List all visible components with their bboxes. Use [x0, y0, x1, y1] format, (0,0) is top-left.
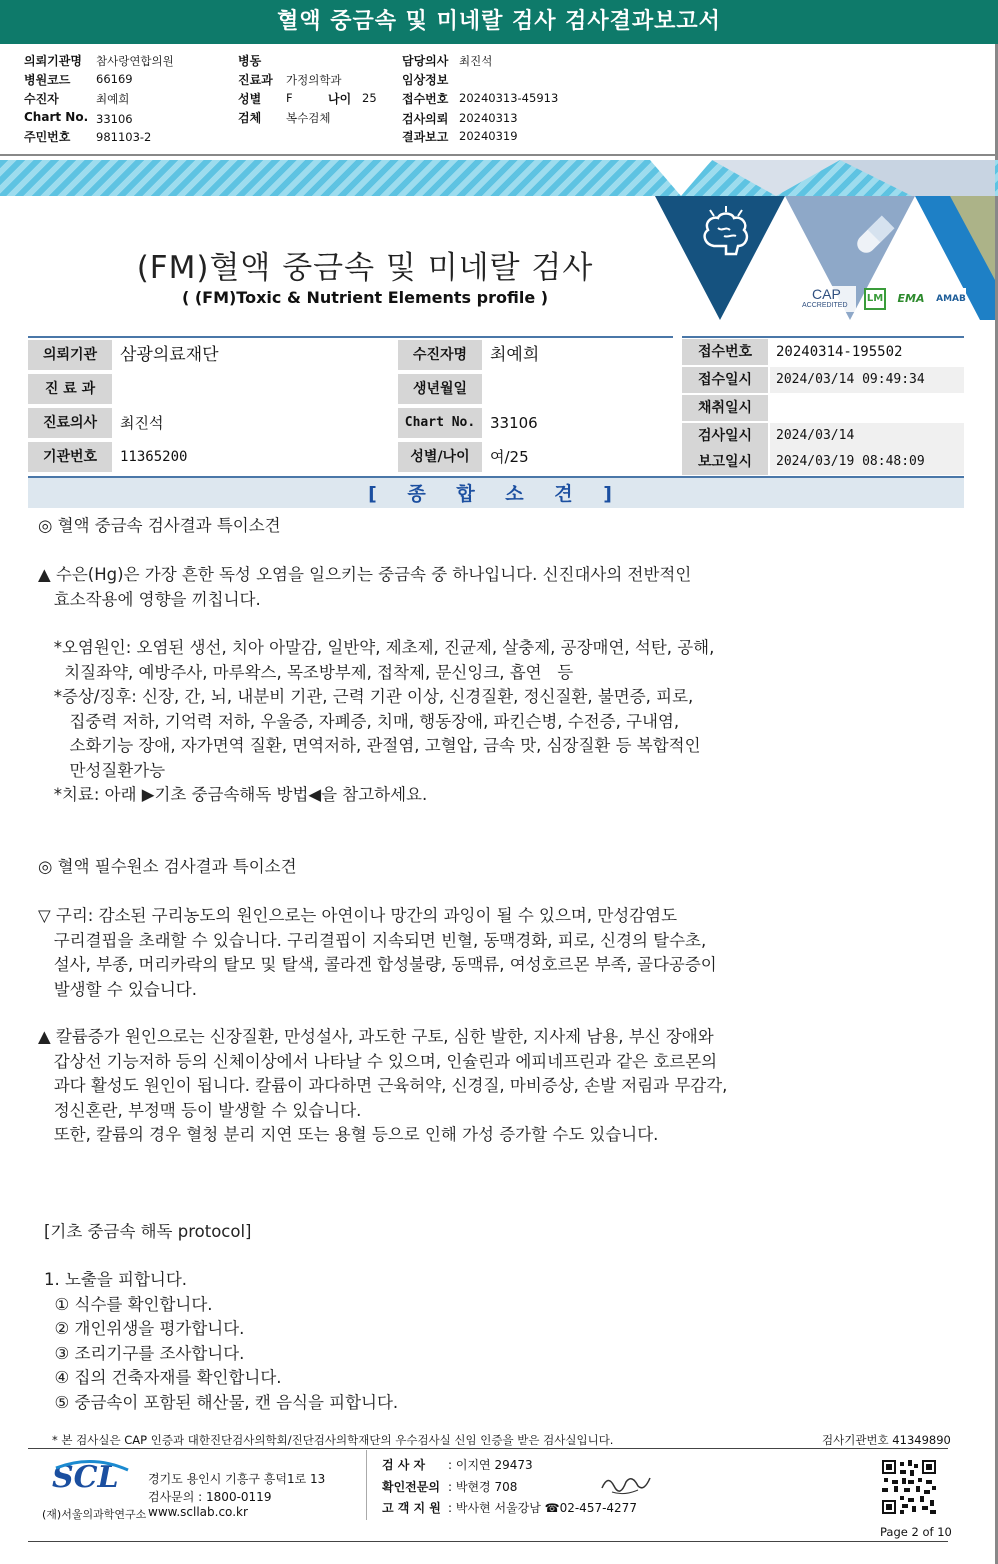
specialist-signature	[598, 1470, 654, 1496]
test-subtitle: ( (FM)Toxic & Nutrient Elements profile )	[181, 288, 549, 307]
label-doctor: 담당의사	[402, 54, 449, 68]
qr-code-icon	[880, 1458, 938, 1516]
label-institution: 의뢰기관	[28, 340, 112, 370]
label-receipt-time: 접수일시	[682, 367, 768, 393]
value-sex-age: 여/25	[490, 448, 529, 466]
label-sex: 성별	[238, 92, 262, 106]
value-receipt-time: 2024/03/14 09:49:34	[770, 367, 964, 393]
mercury-details: *오염원인: 오염된 생선, 치아 아말감, 일반약, 제초제, 진균제, 살충제, 공장매연, 석탄, 공해, 치질좌약, 예방주사, 마루왁스, 목조방부제, 접착제, 문신잉크, 흡연 등 *증상/징후: 신장, 간, 뇌, 내분비 기관, 근력 기관 이상, 신경질환, 정신질환, 불면증, 피로, 집중력 저하, 기억력 저하, 우울증, 자폐증, 치매, 행동장애, 파킨슨병, 수전증, 구내염, 소화기능 장애, 자가면역 질환, 면역저하, 관절염, 고혈압, 금속 맛, 심장질환 등 복합적인 만성질환가능 *치료: 아래 ▶기초 중금속해독 방법◀을 참고하세요.	[53, 638, 715, 804]
summary-heading: [ 종 합 소 견 ]	[28, 476, 964, 508]
label-request-date: 검사의뢰	[402, 112, 449, 126]
specialist-value: : 박현경 708	[448, 1480, 518, 1494]
value-physician: 최진석	[120, 414, 164, 432]
ema-logo: EMA	[890, 288, 932, 310]
specialist-label: 확인전문의	[382, 1480, 440, 1494]
footer-website[interactable]: www.scllab.co.kr	[148, 1505, 248, 1519]
value-institution-no: 11365200	[120, 449, 188, 465]
scl-logo-swoosh	[52, 1458, 132, 1498]
label-institution-no: 기관번호	[28, 442, 112, 472]
label-receipt-number: 접수번호	[682, 339, 768, 365]
label-collection-time: 채취일시	[682, 395, 768, 421]
protocol-steps: 1. 노출을 피합니다. ① 식수를 확인합니다. ② 개인위생을 평가합니다. ③ 조리기구를 조사합니다. ④ 집의 건축자재를 확인합니다. ⑤ 중금속이 포함된 해산물, 캔 음식을 피합니다.	[44, 1270, 399, 1412]
value-chart-no: 33106	[96, 112, 133, 126]
value-test-time: 2024/03/14	[770, 423, 964, 449]
value-sex: F	[286, 91, 293, 105]
label-resident-no: 주민번호	[24, 130, 71, 144]
label-hospital-code: 병원코드	[24, 73, 71, 87]
value-patient: 최예희	[96, 92, 130, 106]
label-birthdate: 생년월일	[398, 374, 482, 404]
mercury-paragraph: ▲ 수은(Hg)은 가장 흔한 독성 오염을 일으키는 중금속 중 하나입니다. 신진대사의 전반적인 효소작용에 영향을 끼칩니다.	[38, 565, 692, 609]
protocol-heading: [기초 중금속 해독 protocol]	[44, 1222, 252, 1241]
value-age: 25	[362, 91, 377, 105]
essential-element-section-heading: ◎ 혈액 필수원소 검사결과 특이소견	[38, 857, 297, 876]
label-department: 진료과	[238, 73, 273, 87]
label-requesting-institution: 의뢰기관명	[24, 54, 82, 68]
value-department-row	[114, 374, 396, 404]
cap-accredited-logo	[800, 286, 856, 312]
label-test-time: 검사일시	[682, 423, 768, 449]
footer-accreditation-note: * 본 검사실은 CAP 인증과 대한진단검사의학회/진단검사의학재단의 우수검사실 신임 인증을 받은 검사실입니다.	[52, 1433, 614, 1447]
value-receipt-number: 20240314-195502	[776, 344, 903, 360]
support-label: 고 객 지 원	[382, 1501, 441, 1515]
scl-logo: SCL	[52, 1460, 119, 1495]
value-chart-number: 33106	[490, 414, 538, 432]
label-report-time: 보고일시	[682, 449, 768, 475]
footer-bottom-divider	[28, 1541, 948, 1542]
value-patient-name: 최예희	[490, 345, 540, 365]
value-specimen: 복수검체	[286, 111, 331, 125]
label-clinical-info: 임상정보	[402, 73, 449, 87]
label-physician: 진료의사	[28, 408, 112, 438]
cap-logo-text: CAP	[812, 286, 841, 302]
label-report-date: 결과보고	[402, 130, 449, 144]
footer-institution-number: 검사기관번호 41349890	[822, 1433, 951, 1447]
table-top-rule	[28, 336, 673, 338]
value-institution: 삼광의료재단	[120, 345, 219, 365]
footer-vertical-divider	[366, 1450, 367, 1520]
value-birthdate	[484, 374, 674, 404]
label-ward: 병동	[238, 54, 262, 68]
value-report-time: 2024/03/19 08:48:09	[770, 449, 964, 475]
amab-logo: AMAB	[936, 288, 966, 310]
label-chart-no: Chart No.	[24, 110, 89, 124]
support-value: : 박사현 서울강남 ☎02-457-4277	[448, 1501, 637, 1515]
value-collection-time	[770, 395, 964, 421]
capsule-icon	[850, 212, 898, 260]
label-receipt-no: 접수번호	[402, 92, 449, 106]
top-info-block	[0, 44, 998, 156]
label-department-row: 진 료 과	[28, 374, 112, 404]
heavy-metal-section-heading: ◎ 혈액 중금속 검사결과 특이소견	[38, 516, 281, 535]
label-chart-number: Chart No.	[398, 408, 482, 438]
test-title: (FM)혈액 중금속 및 미네랄 검사	[136, 250, 594, 286]
report-title: 혈액 중금속 및 미네랄 검사 검사결과보고서	[0, 0, 998, 44]
copper-paragraph: ▽ 구리: 감소된 구리농도의 원인으로는 아연이나 망간의 과잉이 될 수 있으며, 만성감염도 구리결핍을 초래할 수 있습니다. 구리결핍이 지속되면 빈혈, 동맥경화, 피로, 신경의 탈수초, 설사, 부종, 머리카락의 탈모 및 탈색, 콜라겐 합성불량, 동맥류, 여성호르몬 부족, 골다공증이 발생할 수 있습니다.	[38, 906, 717, 999]
value-receipt-no: 20240313-45913	[459, 91, 559, 105]
label-patient-name: 수진자명	[398, 340, 482, 370]
footer-divider	[28, 1448, 948, 1449]
info-table	[28, 336, 964, 476]
value-resident-no: 981103-2	[96, 130, 152, 144]
scl-org-name: (재)서울의과학연구소	[42, 1508, 147, 1521]
value-report-date: 20240319	[459, 129, 518, 143]
table-top-rule-right	[682, 336, 964, 338]
footer-inquiry: 검사문의 : 1800-0119	[148, 1490, 272, 1504]
cap-logo-sub: ACCREDITED	[802, 302, 848, 309]
label-sex-age: 성별/나이	[398, 442, 482, 472]
label-patient: 수진자	[24, 92, 59, 106]
lm-logo: LM	[864, 288, 886, 310]
potassium-paragraph: ▲ 칼륨증가 원인으로는 신장질환, 만성설사, 과도한 구토, 심한 발한, 지사제 남용, 부신 장애와 갑상선 기능저하 등의 신체이상에서 나타날 수 있으며, 인슐린과 에피네프린과 같은 호르몬의 과다 활성도 원인이 됩니다. 칼륨이 과다하면 근육허약, 신경질, 마비증상, 손발 저림과 무감각, 정신혼란, 부정맥 등이 발생할 수 있습니다. 또한, 칼륨의 경우 혈청 분리 지연 또는 용혈 등으로 인해 가성 증가할 수도 있습니다.	[38, 1027, 728, 1144]
label-specimen: 검체	[238, 111, 262, 125]
label-age: 나이	[328, 92, 352, 106]
value-requesting-institution: 참사랑연합의원	[96, 54, 174, 68]
value-department: 가정의학과	[286, 73, 342, 87]
value-request-date: 20240313	[459, 111, 518, 125]
examiner-value: : 이지연 29473	[448, 1458, 533, 1472]
footer-address: 경기도 용인시 기흥구 흥덕1로 13	[148, 1472, 326, 1486]
value-doctor: 최진석	[459, 54, 493, 68]
value-hospital-code: 66169	[96, 72, 133, 86]
examiner-label: 검 사 자	[382, 1458, 426, 1472]
page-number: Page 2 of 10	[880, 1525, 952, 1539]
banner	[0, 160, 998, 335]
